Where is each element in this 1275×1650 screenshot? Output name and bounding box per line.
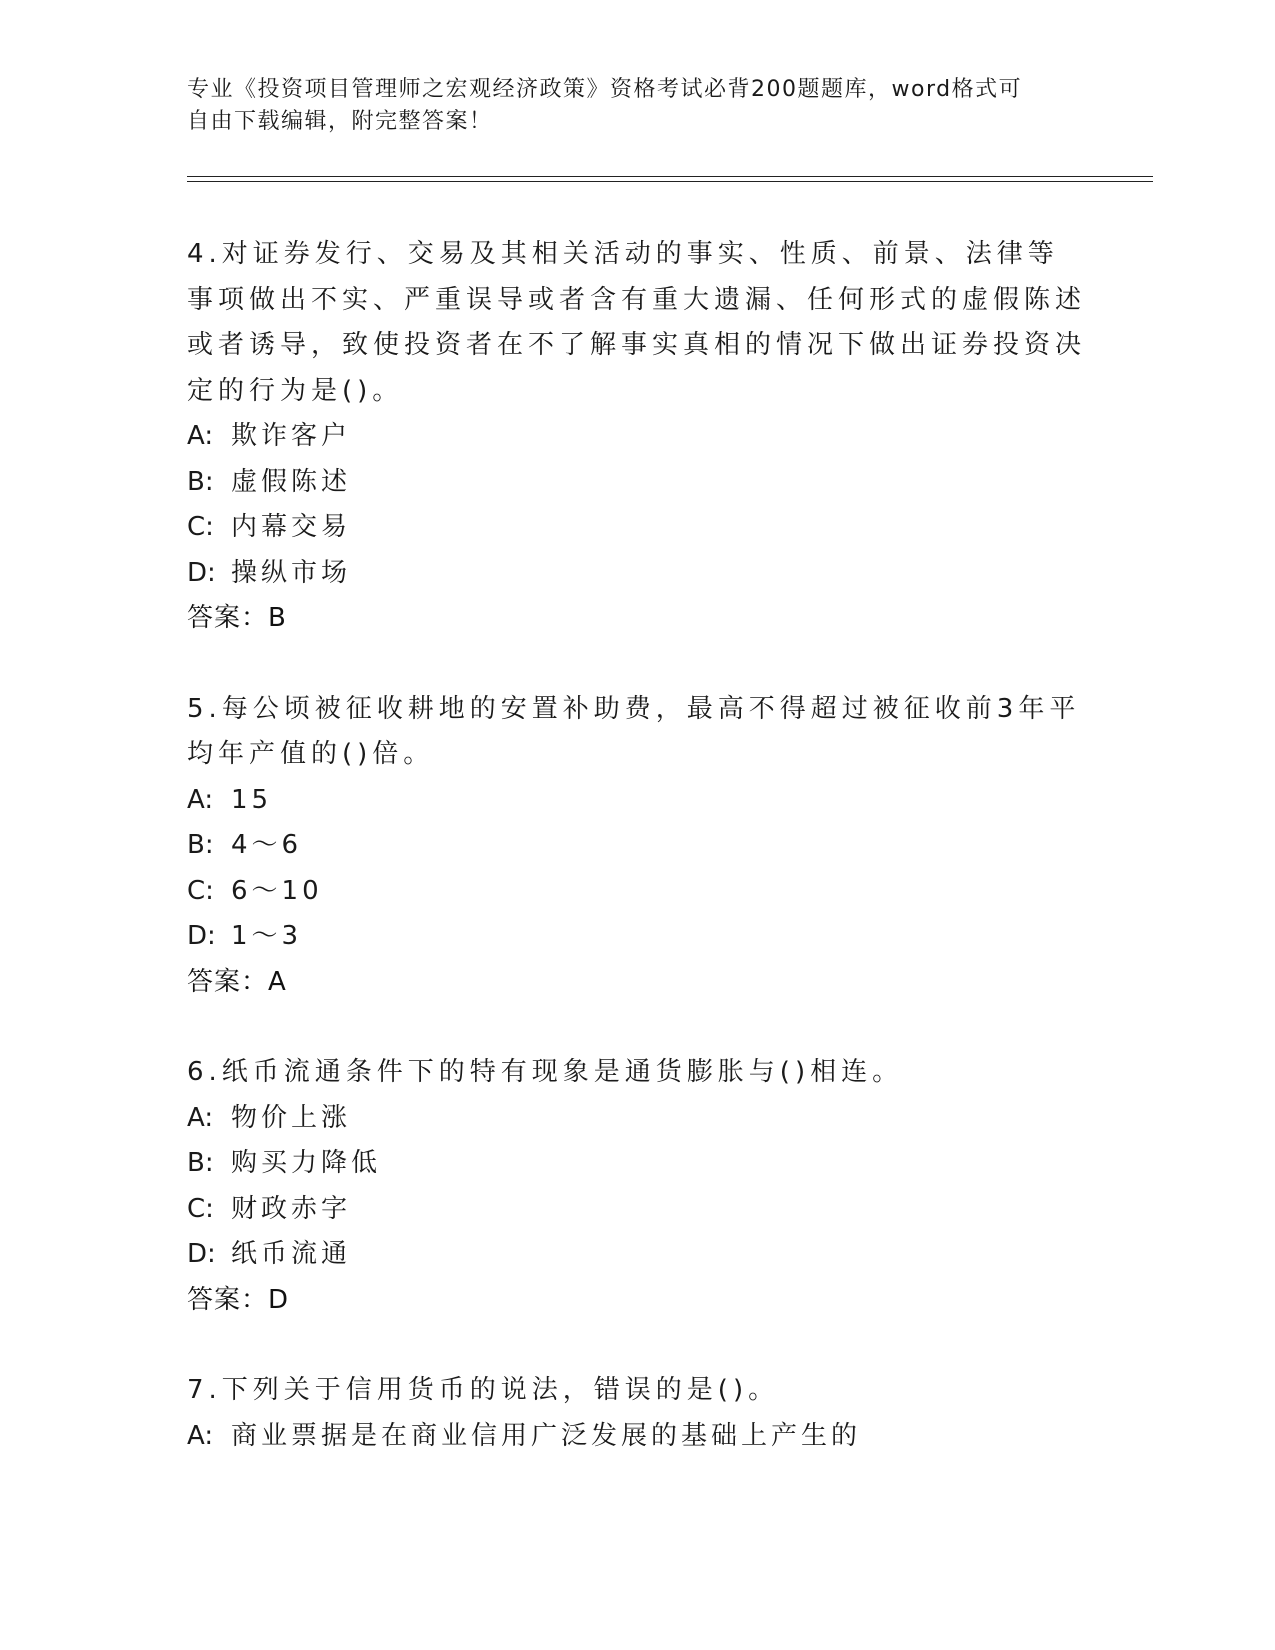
header-divider-top <box>187 176 1153 177</box>
option-a <box>187 1414 1087 1460</box>
option-label: D: <box>187 921 216 951</box>
option-text: 虚假陈述 <box>231 466 352 497</box>
option-d <box>187 1232 1087 1278</box>
option-c <box>187 869 1087 915</box>
option-text: 物价上涨 <box>231 1102 352 1133</box>
option-label: A: <box>187 421 214 451</box>
question-4 <box>187 232 1087 642</box>
question-stem: 5.每公顷被征收耕地的安置补助费，最高不得超过被征收前3年平均年产值的()倍。 <box>187 693 1081 769</box>
option-label: A: <box>187 1102 214 1133</box>
question-spacer <box>187 1323 1087 1368</box>
option-text: 欺诈客户 <box>231 421 352 451</box>
option-c <box>187 505 1087 551</box>
option-d <box>187 914 1087 960</box>
option-b <box>187 460 1087 506</box>
option-text: 纸币流通 <box>231 1239 352 1269</box>
option-c <box>187 1187 1087 1233</box>
question-spacer <box>187 1005 1087 1050</box>
answer-line: 答案：B <box>187 603 287 633</box>
option-text: 商业票据是在商业信用广泛发展的基础上产生的 <box>231 1420 862 1451</box>
question-stem: 4.对证券发行、交易及其相关活动的事实、性质、前景、法律等事项做出不实、严重误导或者含有重大遗漏、任何形式的虚假陈述或者诱导，致使投资者在不了解事实真相的情况下做出证券投资决定的行为是()。 <box>187 239 1087 406</box>
option-a <box>187 1096 1087 1142</box>
answer-line: 答案：D <box>187 1284 290 1315</box>
option-label: A: <box>187 784 214 815</box>
option-text: 15 <box>231 784 273 815</box>
option-label: B: <box>187 830 214 860</box>
option-label: B: <box>187 1148 214 1178</box>
document-header <box>187 74 1067 138</box>
option-b <box>187 823 1087 869</box>
option-label: C: <box>187 512 214 542</box>
option-text: 6～10 <box>231 875 323 906</box>
option-label: C: <box>187 875 214 906</box>
option-label: D: <box>187 1239 216 1269</box>
option-text: 4～6 <box>231 830 303 860</box>
option-a <box>187 778 1087 824</box>
option-label: D: <box>187 557 216 588</box>
header-intro-line-1: 专业《投资项目管理师之宏观经济政策》资格考试必背200题题库，word格式可 <box>187 77 1023 102</box>
question-stem: 6.纸币流通条件下的特有现象是通货膨胀与()相连。 <box>187 1057 904 1087</box>
question-spacer <box>187 642 1087 687</box>
option-text: 财政赤字 <box>231 1193 352 1224</box>
header-intro-line-2: 自由下载编辑，附完整答案！ <box>187 109 493 134</box>
answer-line: 答案：A <box>187 966 287 997</box>
option-b <box>187 1141 1087 1187</box>
option-text: 内幕交易 <box>231 512 352 542</box>
question-6 <box>187 1050 1087 1323</box>
option-text: 1～3 <box>231 921 303 951</box>
option-label: C: <box>187 1193 214 1224</box>
option-text: 购买力降低 <box>231 1148 382 1178</box>
question-5 <box>187 687 1087 1006</box>
question-stem: 7.下列关于信用货币的说法，错误的是()。 <box>187 1375 780 1405</box>
header-divider-bottom <box>187 181 1153 182</box>
question-list <box>187 232 1087 1459</box>
question-7 <box>187 1368 1087 1459</box>
option-label: B: <box>187 466 214 497</box>
option-a <box>187 414 1087 460</box>
option-d <box>187 551 1087 597</box>
option-label: A: <box>187 1420 214 1451</box>
option-text: 操纵市场 <box>231 557 352 588</box>
